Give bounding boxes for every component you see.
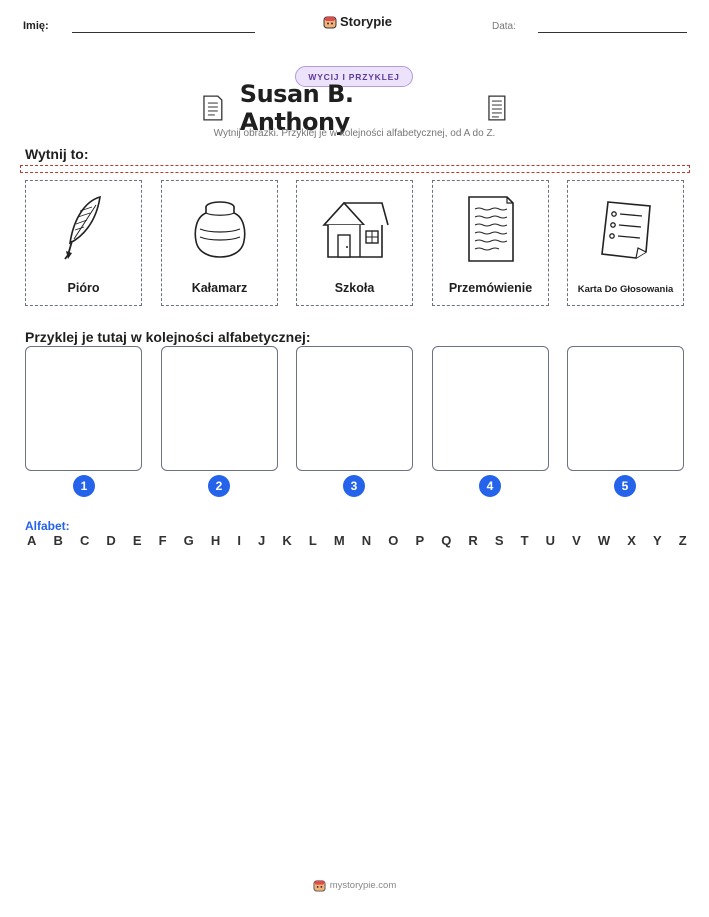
cut-card-kalamarz[interactable] bbox=[161, 180, 278, 306]
alphabet-letter: I bbox=[237, 533, 241, 548]
slot-number-1: 1 bbox=[73, 475, 95, 497]
alphabet-letter: A bbox=[27, 533, 37, 548]
alphabet-letter: B bbox=[53, 533, 63, 548]
alphabet-letter: Z bbox=[678, 533, 687, 548]
alphabet-row bbox=[27, 533, 687, 548]
paste-slot-4[interactable] bbox=[432, 346, 549, 471]
alphabet-letter: X bbox=[627, 533, 636, 548]
name-label: Imię: bbox=[23, 20, 49, 32]
storypie-logo bbox=[323, 14, 392, 29]
paste-slot-3[interactable] bbox=[296, 346, 413, 471]
card-label: Pióro bbox=[67, 281, 100, 295]
card-label: Karta Do Głosowania bbox=[577, 284, 674, 295]
footer bbox=[0, 879, 709, 892]
cut-card-przemowienie[interactable] bbox=[432, 180, 549, 306]
paste-slot-2[interactable] bbox=[161, 346, 278, 471]
slot-number-5: 5 bbox=[614, 475, 636, 497]
page-title: Susan B. Anthony bbox=[239, 80, 354, 136]
alphabet-letter: V bbox=[572, 533, 581, 548]
date-label: Data: bbox=[492, 21, 516, 32]
alphabet-letter: G bbox=[183, 533, 194, 548]
date-line[interactable] bbox=[538, 32, 687, 33]
storypie-mascot-icon bbox=[323, 15, 337, 29]
alphabet-letter: H bbox=[210, 533, 221, 548]
cut-card-pioro[interactable] bbox=[25, 180, 142, 306]
inkwell-icon bbox=[190, 197, 250, 261]
paste-slot-1[interactable] bbox=[25, 346, 142, 471]
alphabet-letter: Y bbox=[652, 533, 662, 548]
storypie-mascot-icon bbox=[313, 879, 326, 892]
cut-line bbox=[20, 165, 690, 173]
activity-badge: WYCIJ I PRZYKLEJ bbox=[295, 66, 413, 87]
alphabet-letter: Q bbox=[441, 533, 452, 548]
alphabet-label: Alfabet: bbox=[25, 519, 70, 533]
alphabet-letter: R bbox=[468, 533, 478, 548]
quill-pen-icon bbox=[56, 193, 112, 265]
alphabet-letter: E bbox=[132, 533, 142, 548]
ballot-card-icon bbox=[596, 196, 656, 262]
alphabet-letter: D bbox=[106, 533, 116, 548]
alphabet-letter: F bbox=[158, 533, 167, 548]
alphabet-letter: S bbox=[494, 533, 504, 548]
alphabet-letter: K bbox=[282, 533, 292, 548]
schoolhouse-icon bbox=[320, 197, 390, 261]
alphabet-letter: U bbox=[545, 533, 556, 548]
alphabet-letter: O bbox=[388, 533, 399, 548]
footer-site[interactable]: mystorypie.com bbox=[329, 880, 397, 891]
name-line[interactable] bbox=[72, 32, 255, 33]
cut-card-karta-do-glosowania[interactable] bbox=[567, 180, 684, 306]
alphabet-letter: C bbox=[79, 533, 90, 548]
card-label: Kałamarz bbox=[191, 281, 248, 295]
slot-number-4: 4 bbox=[479, 475, 501, 497]
document-left-icon bbox=[200, 94, 224, 122]
alphabet-letter: N bbox=[361, 533, 372, 548]
alphabet-letter: W bbox=[597, 533, 611, 548]
speech-document-icon bbox=[461, 193, 521, 265]
paste-heading: Przyklej je tutaj w kolejności alfabetycznej: bbox=[25, 329, 311, 345]
alphabet-letter: L bbox=[308, 533, 317, 548]
document-right-icon bbox=[485, 94, 509, 122]
paste-slot-5[interactable] bbox=[567, 346, 684, 471]
cut-heading: Wytnij to: bbox=[25, 146, 89, 162]
slot-number-3: 3 bbox=[343, 475, 365, 497]
alphabet-letter: M bbox=[333, 533, 345, 548]
card-label: Szkoła bbox=[334, 281, 375, 295]
brand-name: Storypie bbox=[340, 14, 393, 29]
alphabet-letter: J bbox=[258, 533, 266, 548]
slot-number-2: 2 bbox=[208, 475, 230, 497]
alphabet-letter: T bbox=[520, 533, 529, 548]
instructions: Wytnij obrazki. Przyklej je w kolejności alfabetycznej, od A do Z. bbox=[213, 128, 496, 139]
cut-card-szkola[interactable] bbox=[296, 180, 413, 306]
card-label: Przemówienie bbox=[448, 281, 533, 295]
alphabet-letter: P bbox=[415, 533, 425, 548]
